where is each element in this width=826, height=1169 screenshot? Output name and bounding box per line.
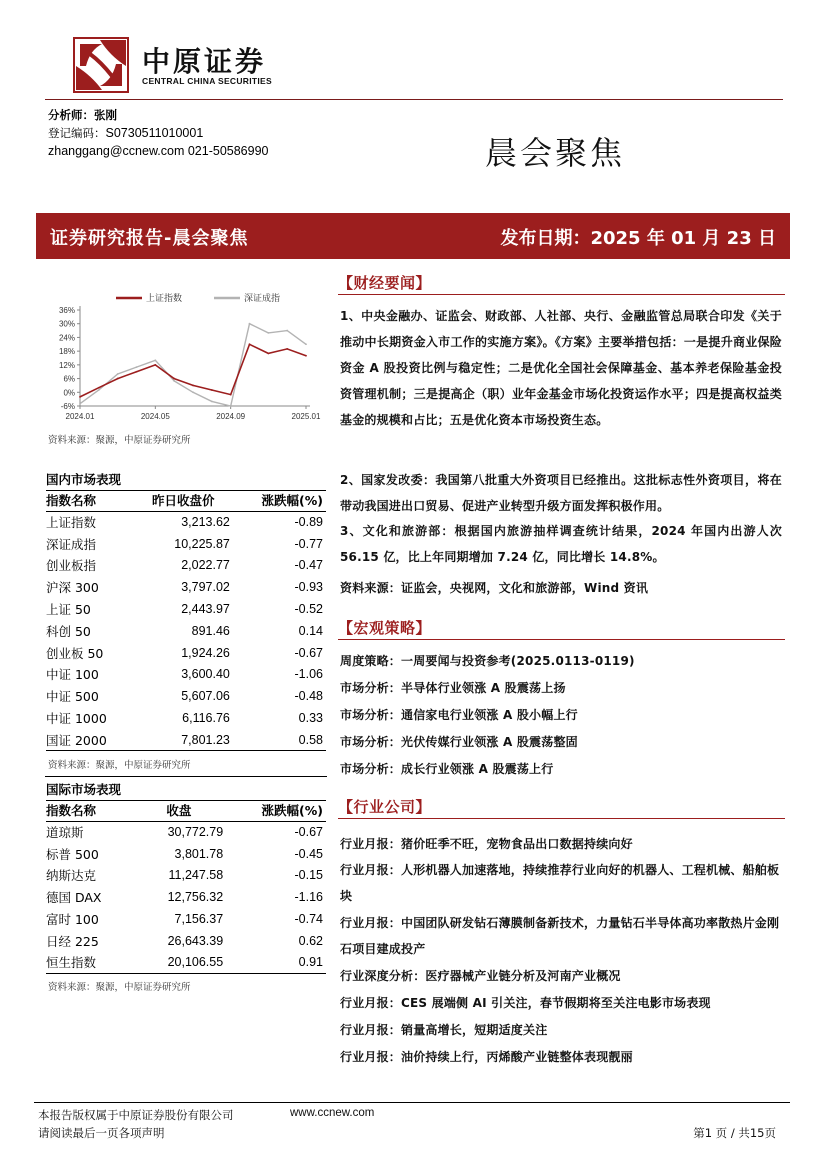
name-cell: 纳斯达克 [46, 868, 97, 884]
column-header: 收盘 [135, 799, 224, 821]
table-row [46, 533, 326, 555]
name-cell: 国证 2000 [46, 729, 137, 751]
value-cell: 10,225.87 [174, 536, 230, 551]
logo-chinese-name: 中原证券 [142, 45, 267, 78]
international-market-table [46, 799, 326, 974]
change-cell: 0.33 [298, 711, 323, 726]
table-row [46, 664, 326, 686]
x-tick-label: 2024.09 [216, 412, 246, 421]
news-item-1: 1、中央金融办、证监会、财政部、人社部、央行、金融监管总局联合印发《关于推动中长期资金入市工作的实施方案》。《方案》主要举措包括：一是提升商业保险资金 A 股投资比例与稳定性；二是优化全国社会保障基金、基本养老保险基金投资管理机制；三是提高企（职）业年金基金市场化投资运作水平；四是提高权益类基金的规模和占比；五是优化资本市场投资生态。 [340, 309, 782, 427]
data-point [267, 353, 269, 355]
table-row [46, 908, 326, 930]
footer-rule [34, 1102, 790, 1103]
change-cell: 0.91 [223, 952, 326, 974]
report-banner [36, 213, 790, 259]
data-point [192, 385, 194, 387]
registration-number: S0730511010001 [105, 126, 204, 140]
data-point [154, 364, 156, 366]
domestic-market-table [46, 489, 326, 751]
value-cell: 2,022.77 [181, 558, 230, 573]
name-cell: 标普 500 [46, 846, 99, 862]
value-cell: 6,116.76 [182, 711, 230, 726]
footer-website-link[interactable]: www.ccnew.com [290, 1107, 375, 1119]
data-point [154, 359, 156, 361]
name-cell: 德国 DAX [46, 890, 102, 906]
data-point [79, 396, 81, 398]
value-cell: 30,772.79 [167, 825, 224, 840]
macro-heading: 【宏观策略】 [338, 619, 432, 637]
footer-page-number: 第1 页 / 共15页 [693, 1126, 776, 1140]
data-point [98, 387, 100, 389]
table-row [46, 821, 326, 843]
name-cell: 上证指数 [46, 515, 97, 531]
y-tick-label: 24% [58, 333, 75, 343]
international-top-rule [45, 776, 327, 777]
analyst-info [48, 106, 269, 160]
table-row [46, 865, 326, 887]
table-row [46, 511, 326, 533]
change-cell: -0.74 [294, 912, 323, 927]
macro-item-link[interactable]: 市场分析：成长行业领涨 A 股震荡上行 [340, 762, 554, 776]
column-header: 指数名称 [46, 799, 135, 821]
data-point [286, 330, 288, 332]
name-cell: 中证 100 [46, 667, 99, 683]
change-cell: -0.52 [294, 602, 323, 617]
value-cell: 2,443.97 [181, 602, 230, 617]
value-cell: 891.46 [191, 623, 230, 638]
value-cell: 3,213.62 [181, 515, 230, 530]
macro-rule [338, 639, 785, 640]
name-cell: 日经 225 [46, 933, 99, 949]
analyst-name: 分析师：张刚 [48, 108, 117, 122]
y-tick-label: 6% [63, 374, 75, 384]
name-cell: 道琼斯 [46, 825, 84, 841]
change-cell: 0.58 [230, 729, 326, 751]
data-point [305, 343, 307, 345]
name-cell: 上证 50 [46, 602, 91, 618]
data-point [117, 373, 119, 375]
data-point [98, 389, 100, 391]
y-tick-label: 30% [58, 319, 75, 329]
table-row [46, 707, 326, 729]
name-cell: 科创 50 [46, 623, 91, 639]
data-point [230, 394, 232, 396]
table-row [46, 729, 326, 751]
data-point [249, 343, 251, 345]
y-tick-label: 12% [58, 360, 75, 370]
name-cell: 沪深 300 [46, 580, 99, 596]
value-cell: 26,643.39 [167, 933, 224, 948]
logo-english-name: CENTRAL CHINA SECURITIES [142, 76, 272, 86]
change-cell: -0.47 [294, 558, 323, 573]
data-point [173, 378, 175, 380]
column-header: 昨日收盘价 [137, 489, 230, 511]
data-point [211, 389, 213, 391]
value-cell: 3,801.78 [174, 846, 224, 861]
industry-item-link[interactable]: 行业月报：猪价旺季不旺，宠物食品出口数据持续向好 [340, 837, 633, 851]
table-row [46, 685, 326, 707]
data-point [230, 405, 232, 407]
header-divider [45, 99, 783, 100]
industry-item-link[interactable]: 行业月报：人形机器人加速落地，持续推荐行业向好的机器人、工程机械、船舶板块 [340, 863, 780, 903]
data-point [136, 371, 138, 373]
industry-item-link[interactable]: 行业月报：油价持续上行，丙烯酸产业链整体表现靓丽 [340, 1050, 633, 1064]
series-line-shenzhen [80, 324, 306, 406]
column-header: 指数名称 [46, 489, 137, 511]
banner-report-type: 证券研究报告-晨会聚焦 [50, 228, 249, 249]
table-row [46, 620, 326, 642]
value-cell: 7,156.37 [174, 912, 224, 927]
table-row [46, 555, 326, 577]
finance-news-rule [338, 294, 785, 295]
footer-copyright: 本报告版权属于中原证券股份有限公司 [38, 1108, 234, 1122]
value-cell: 7,801.23 [137, 729, 230, 751]
value-cell: 1,924.26 [181, 645, 230, 660]
table-row [46, 642, 326, 664]
company-logo [72, 36, 302, 94]
news-source: 资料来源：证监会，央视网，文化和旅游部，Wind 资讯 [340, 581, 649, 595]
table-row [46, 930, 326, 952]
change-cell: -0.45 [294, 846, 323, 861]
data-point [249, 323, 251, 325]
x-tick-label: 2024.01 [65, 412, 95, 421]
change-cell: -0.67 [294, 645, 323, 660]
industry-item-link[interactable]: 行业月报：中国团队研发钻石薄膜制备新技术，力量钻石半导体高功率散热片金刚石项目建成投产 [340, 916, 780, 956]
industry-item-link[interactable]: 行业月报：销量高增长，短期适度关注 [340, 1023, 548, 1037]
trend-chart-svg [44, 288, 324, 428]
value-cell: 3,600.40 [181, 667, 230, 682]
change-cell: -1.06 [294, 667, 323, 682]
table-row [46, 598, 326, 620]
change-cell: -0.93 [294, 580, 323, 595]
change-cell: -0.15 [294, 868, 323, 883]
industry-item-link[interactable]: 行业深度分析：医疗器械产业链分析及河南产业概况 [340, 969, 621, 983]
table-header-row [46, 489, 326, 511]
data-point [117, 378, 119, 380]
value-cell: 12,756.32 [167, 890, 224, 905]
change-cell: -0.67 [294, 825, 323, 840]
international-table-title: 国际市场表现 [46, 780, 326, 801]
name-cell: 恒生指数 [46, 952, 135, 974]
table-row [46, 576, 326, 598]
domestic-table-title: 国内市场表现 [46, 470, 326, 491]
legend-label: 上证指数 [146, 294, 183, 304]
table-header-row [46, 799, 326, 821]
footer-disclaimer: 请阅读最后一页各项声明 [38, 1126, 165, 1140]
column-header: 涨跌幅(%) [230, 489, 326, 511]
change-cell: -0.48 [294, 689, 323, 704]
name-cell: 富时 100 [46, 912, 99, 928]
name-cell: 中证 500 [46, 689, 99, 705]
change-cell: 0.62 [298, 933, 323, 948]
news-item-2: 2、国家发改委：我国第八批重大外资项目已经推出。这批标志性外资项目，将在带动我国进出口贸易、促进产业转型升级方面发挥积极作用。 [340, 473, 782, 513]
macro-item-link[interactable]: 周度策略：一周要闻与投资参考(2025.0113-0119) [340, 654, 635, 668]
table-row [46, 843, 326, 865]
column-header: 涨跌幅(%) [223, 799, 326, 821]
data-point [305, 355, 307, 357]
name-cell: 深证成指 [46, 536, 97, 552]
data-point [286, 348, 288, 350]
change-cell: -0.89 [294, 515, 323, 530]
finance-news-heading: 【财经要闻】 [338, 274, 432, 292]
analyst-contact: zhanggang@ccnew.com 021-50586990 [48, 144, 269, 158]
x-tick-label: 2025.01 [291, 412, 321, 421]
data-point [211, 401, 213, 403]
value-cell: 11,247.58 [168, 868, 224, 883]
change-cell: -1.16 [294, 890, 323, 905]
chart-source: 资料来源：聚源，中原证券研究所 [48, 435, 191, 446]
data-point [192, 391, 194, 393]
legend-label: 深证成指 [244, 294, 281, 304]
table-row [46, 886, 326, 908]
news-item-3: 3、文化和旅游部：根据国内旅游抽样调查统计结果，2024 年国内出游人次 56.15 亿，比上年同期增加 7.24 亿，同比增长 14.8%。 [340, 524, 782, 564]
industry-item-link[interactable]: 行业月报：CES 展端侧 AI 引关注，春节假期将至关注电影市场表现 [340, 996, 711, 1010]
registration-line [48, 124, 269, 142]
value-cell: 5,607.06 [181, 689, 230, 704]
macro-item-link[interactable]: 市场分析：光伏传媒行业领涨 A 股震荡整固 [340, 735, 578, 749]
value-cell: 3,797.02 [181, 580, 230, 595]
series-line-shanghai [80, 344, 306, 397]
y-tick-label: 18% [58, 347, 75, 357]
data-point [267, 332, 269, 334]
industry-rule [338, 818, 785, 819]
y-tick-label: 0% [63, 388, 75, 398]
x-tick-label: 2024.05 [140, 412, 170, 421]
name-cell: 中证 1000 [46, 711, 107, 727]
macro-item-link[interactable]: 市场分析：半导体行业领涨 A 股震荡上扬 [340, 681, 566, 695]
banner-publish-date: 发布日期：2025 年 01 月 23 日 [500, 228, 776, 249]
industry-heading: 【行业公司】 [338, 798, 432, 816]
value-cell: 20,106.55 [135, 952, 224, 974]
macro-item-link[interactable]: 市场分析：通信家电行业领涨 A 股小幅上行 [340, 708, 578, 722]
data-point [79, 403, 81, 405]
data-point [173, 380, 175, 382]
data-point [136, 366, 138, 368]
domestic-table-source: 资料来源：聚源，中原证券研究所 [48, 760, 191, 771]
y-tick-label: -6% [60, 402, 75, 411]
y-tick-label: 36% [58, 306, 75, 315]
report-title: 晨会聚焦 [485, 134, 626, 172]
international-table-source: 资料来源：聚源，中原证券研究所 [48, 982, 191, 993]
table-row [46, 952, 326, 974]
registration-label: 登记编码： [48, 126, 106, 140]
change-cell: -0.77 [294, 536, 323, 551]
index-trend-chart [44, 288, 324, 428]
name-cell: 创业板 50 [46, 645, 104, 661]
name-cell: 创业板指 [46, 558, 97, 574]
change-cell: 0.14 [298, 623, 323, 638]
logo-mark-icon [72, 36, 130, 94]
